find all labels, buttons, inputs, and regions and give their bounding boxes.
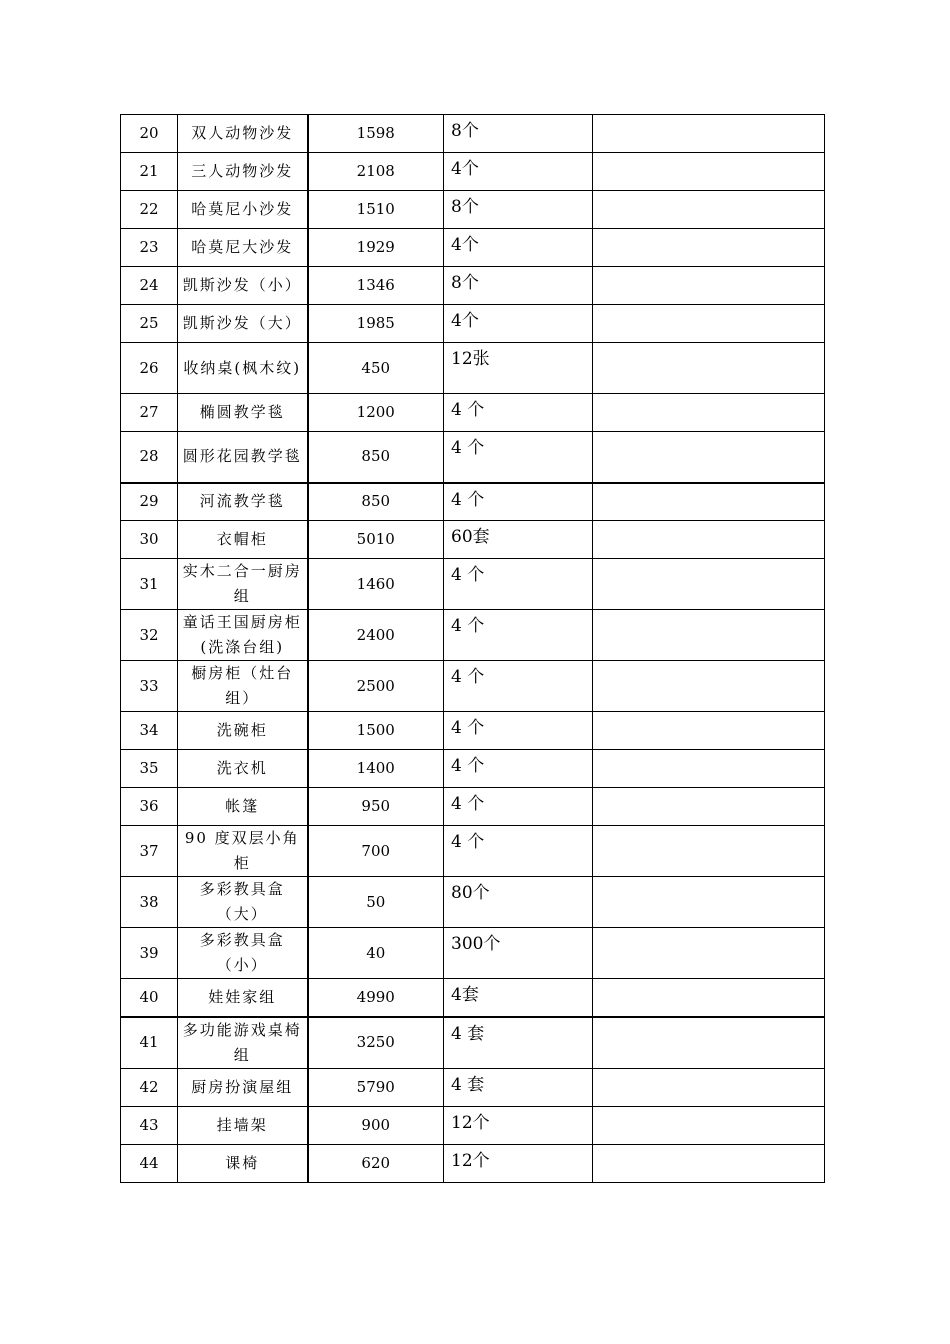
table-row bbox=[121, 343, 825, 394]
note-cell bbox=[593, 877, 825, 928]
item-name-cell: 90 度双层小角柜 bbox=[178, 826, 308, 877]
price-cell: 4990 bbox=[308, 979, 444, 1017]
row-number-cell: 34 bbox=[121, 712, 178, 750]
row-number-cell: 39 bbox=[121, 928, 178, 979]
item-name-cell: 厨房扮演屋组 bbox=[178, 1068, 308, 1106]
price-cell: 950 bbox=[308, 788, 444, 826]
item-name-cell: 挂墙架 bbox=[178, 1106, 308, 1144]
note-cell bbox=[593, 661, 825, 712]
item-name-cell: 橱房柜（灶台组） bbox=[178, 661, 308, 712]
price-cell: 700 bbox=[308, 826, 444, 877]
note-cell bbox=[593, 610, 825, 661]
row-number-cell: 41 bbox=[121, 1017, 178, 1069]
table-row bbox=[121, 877, 825, 928]
item-name-cell: 洗碗柜 bbox=[178, 712, 308, 750]
item-name-cell: 课椅 bbox=[178, 1144, 308, 1182]
note-cell bbox=[593, 559, 825, 610]
table-row bbox=[121, 191, 825, 229]
quantity-cell: 60套 bbox=[444, 521, 593, 559]
table-row bbox=[121, 1106, 825, 1144]
item-name-cell: 多功能游戏桌椅组 bbox=[178, 1017, 308, 1069]
item-name-cell: 哈莫尼小沙发 bbox=[178, 191, 308, 229]
item-name-cell: 衣帽柜 bbox=[178, 521, 308, 559]
item-name-cell: 帐篷 bbox=[178, 788, 308, 826]
price-cell: 1200 bbox=[308, 394, 444, 432]
note-cell bbox=[593, 788, 825, 826]
item-name-cell: 圆形花园教学毯 bbox=[178, 432, 308, 483]
table-row bbox=[121, 483, 825, 521]
note-cell bbox=[593, 343, 825, 394]
quantity-cell: 300个 bbox=[444, 928, 593, 979]
item-name-cell: 哈莫尼大沙发 bbox=[178, 229, 308, 267]
quantity-cell: 4个 bbox=[444, 305, 593, 343]
item-name-cell: 实木二合一厨房组 bbox=[178, 559, 308, 610]
price-cell: 1985 bbox=[308, 305, 444, 343]
note-cell bbox=[593, 1017, 825, 1069]
note-cell bbox=[593, 979, 825, 1017]
row-number-cell: 32 bbox=[121, 610, 178, 661]
item-name-cell: 凯斯沙发（大） bbox=[178, 305, 308, 343]
price-cell: 1510 bbox=[308, 191, 444, 229]
table-row bbox=[121, 928, 825, 979]
table-row bbox=[121, 979, 825, 1017]
price-cell: 1500 bbox=[308, 712, 444, 750]
table-row bbox=[121, 610, 825, 661]
item-name-cell: 收纳桌(枫木纹) bbox=[178, 343, 308, 394]
row-number-cell: 44 bbox=[121, 1144, 178, 1182]
row-number-cell: 29 bbox=[121, 483, 178, 521]
table-row bbox=[121, 229, 825, 267]
note-cell bbox=[593, 267, 825, 305]
price-cell: 850 bbox=[308, 483, 444, 521]
price-cell: 3250 bbox=[308, 1017, 444, 1069]
table-row bbox=[121, 826, 825, 877]
table-row bbox=[121, 712, 825, 750]
note-cell bbox=[593, 826, 825, 877]
note-cell bbox=[593, 305, 825, 343]
quantity-cell: 4 个 bbox=[444, 432, 593, 483]
quantity-cell: 4 套 bbox=[444, 1068, 593, 1106]
note-cell bbox=[593, 1144, 825, 1182]
table-row bbox=[121, 1017, 825, 1069]
quantity-cell: 4个 bbox=[444, 153, 593, 191]
price-cell: 850 bbox=[308, 432, 444, 483]
row-number-cell: 36 bbox=[121, 788, 178, 826]
quantity-cell: 4 个 bbox=[444, 610, 593, 661]
row-number-cell: 37 bbox=[121, 826, 178, 877]
price-cell: 40 bbox=[308, 928, 444, 979]
quantity-cell: 8个 bbox=[444, 191, 593, 229]
note-cell bbox=[593, 928, 825, 979]
price-cell: 50 bbox=[308, 877, 444, 928]
row-number-cell: 20 bbox=[121, 115, 178, 153]
item-name-cell: 河流教学毯 bbox=[178, 483, 308, 521]
table-row bbox=[121, 267, 825, 305]
row-number-cell: 22 bbox=[121, 191, 178, 229]
row-number-cell: 35 bbox=[121, 750, 178, 788]
item-name-cell: 三人动物沙发 bbox=[178, 153, 308, 191]
note-cell bbox=[593, 432, 825, 483]
quantity-cell: 12个 bbox=[444, 1144, 593, 1182]
row-number-cell: 31 bbox=[121, 559, 178, 610]
price-cell: 2500 bbox=[308, 661, 444, 712]
item-name-cell: 洗衣机 bbox=[178, 750, 308, 788]
table-row bbox=[121, 788, 825, 826]
quantity-cell: 4 个 bbox=[444, 559, 593, 610]
price-cell: 5790 bbox=[308, 1068, 444, 1106]
row-number-cell: 33 bbox=[121, 661, 178, 712]
table-row bbox=[121, 305, 825, 343]
note-cell bbox=[593, 229, 825, 267]
item-name-cell: 娃娃家组 bbox=[178, 979, 308, 1017]
quantity-cell: 4套 bbox=[444, 979, 593, 1017]
quantity-cell: 4 套 bbox=[444, 1017, 593, 1069]
quantity-cell: 4 个 bbox=[444, 394, 593, 432]
row-number-cell: 38 bbox=[121, 877, 178, 928]
price-cell: 450 bbox=[308, 343, 444, 394]
item-name-cell: 凯斯沙发（小） bbox=[178, 267, 308, 305]
inventory-table bbox=[120, 114, 825, 1183]
item-name-cell: 椭圆教学毯 bbox=[178, 394, 308, 432]
row-number-cell: 43 bbox=[121, 1106, 178, 1144]
quantity-cell: 4 个 bbox=[444, 788, 593, 826]
row-number-cell: 27 bbox=[121, 394, 178, 432]
quantity-cell: 4 个 bbox=[444, 661, 593, 712]
row-number-cell: 26 bbox=[121, 343, 178, 394]
row-number-cell: 42 bbox=[121, 1068, 178, 1106]
price-cell: 1460 bbox=[308, 559, 444, 610]
table-row bbox=[121, 661, 825, 712]
note-cell bbox=[593, 394, 825, 432]
note-cell bbox=[593, 521, 825, 559]
table-row bbox=[121, 559, 825, 610]
quantity-cell: 8个 bbox=[444, 267, 593, 305]
quantity-cell: 12张 bbox=[444, 343, 593, 394]
table-row bbox=[121, 153, 825, 191]
quantity-cell: 80个 bbox=[444, 877, 593, 928]
quantity-cell: 4 个 bbox=[444, 712, 593, 750]
row-number-cell: 25 bbox=[121, 305, 178, 343]
item-name-cell: 双人动物沙发 bbox=[178, 115, 308, 153]
item-name-cell: 多彩教具盒（小） bbox=[178, 928, 308, 979]
quantity-cell: 8个 bbox=[444, 115, 593, 153]
row-number-cell: 24 bbox=[121, 267, 178, 305]
item-name-cell: 童话王国厨房柜(洗涤台组) bbox=[178, 610, 308, 661]
row-number-cell: 28 bbox=[121, 432, 178, 483]
price-cell: 5010 bbox=[308, 521, 444, 559]
quantity-cell: 4 个 bbox=[444, 483, 593, 521]
price-cell: 1400 bbox=[308, 750, 444, 788]
price-cell: 2108 bbox=[308, 153, 444, 191]
price-cell: 2400 bbox=[308, 610, 444, 661]
note-cell bbox=[593, 712, 825, 750]
table-row bbox=[121, 1144, 825, 1182]
table-row bbox=[121, 521, 825, 559]
note-cell bbox=[593, 1068, 825, 1106]
table-row bbox=[121, 432, 825, 483]
quantity-cell: 4 个 bbox=[444, 750, 593, 788]
table-row bbox=[121, 394, 825, 432]
note-cell bbox=[593, 153, 825, 191]
price-cell: 1346 bbox=[308, 267, 444, 305]
note-cell bbox=[593, 750, 825, 788]
quantity-cell: 12个 bbox=[444, 1106, 593, 1144]
table-row bbox=[121, 115, 825, 153]
row-number-cell: 23 bbox=[121, 229, 178, 267]
table-row bbox=[121, 750, 825, 788]
row-number-cell: 30 bbox=[121, 521, 178, 559]
quantity-cell: 4 个 bbox=[444, 826, 593, 877]
price-cell: 1598 bbox=[308, 115, 444, 153]
quantity-cell: 4个 bbox=[444, 229, 593, 267]
row-number-cell: 40 bbox=[121, 979, 178, 1017]
note-cell bbox=[593, 1106, 825, 1144]
price-cell: 1929 bbox=[308, 229, 444, 267]
price-cell: 620 bbox=[308, 1144, 444, 1182]
item-name-cell: 多彩教具盒（大） bbox=[178, 877, 308, 928]
row-number-cell: 21 bbox=[121, 153, 178, 191]
note-cell bbox=[593, 483, 825, 521]
note-cell bbox=[593, 115, 825, 153]
note-cell bbox=[593, 191, 825, 229]
price-cell: 900 bbox=[308, 1106, 444, 1144]
table-row bbox=[121, 1068, 825, 1106]
inventory-table-body bbox=[121, 115, 825, 1183]
